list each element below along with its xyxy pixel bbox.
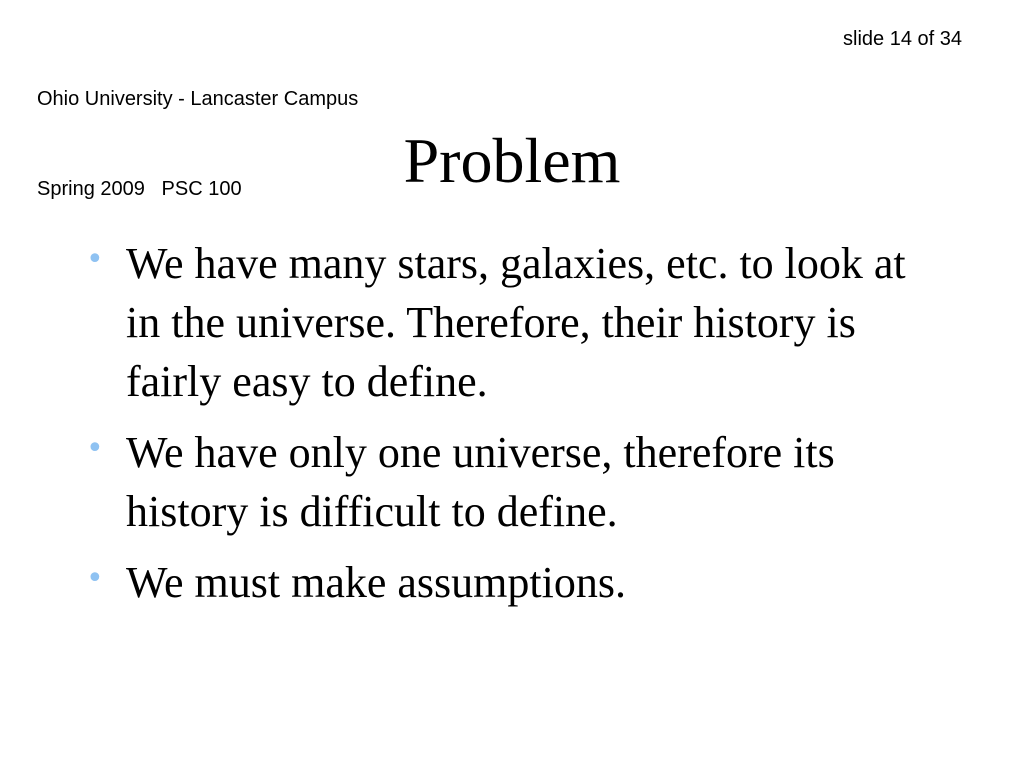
bullet-dot-icon: • [86, 431, 104, 466]
bullet-item [86, 234, 916, 411]
bullet-text: We have many stars, galaxies, etc. to look at in the universe. Therefore, their history is fairly easy to define. [126, 239, 906, 406]
bullet-text: We have only one universe, therefore its history is difficult to define. [126, 428, 835, 536]
bullet-item [86, 423, 916, 541]
bullet-list [86, 234, 916, 624]
slide-number: slide 14 of 34 [843, 28, 962, 50]
header-institution: Ohio University - Lancaster Campus [37, 88, 359, 110]
bullet-dot-icon: • [86, 561, 104, 596]
slide-title: Problem [403, 125, 621, 196]
bullet-text: We must make assumptions. [126, 558, 626, 607]
bullet-dot-icon: • [86, 242, 104, 277]
bullet-item [86, 553, 916, 612]
header-term-course: Spring 2009 PSC 100 [37, 178, 242, 200]
